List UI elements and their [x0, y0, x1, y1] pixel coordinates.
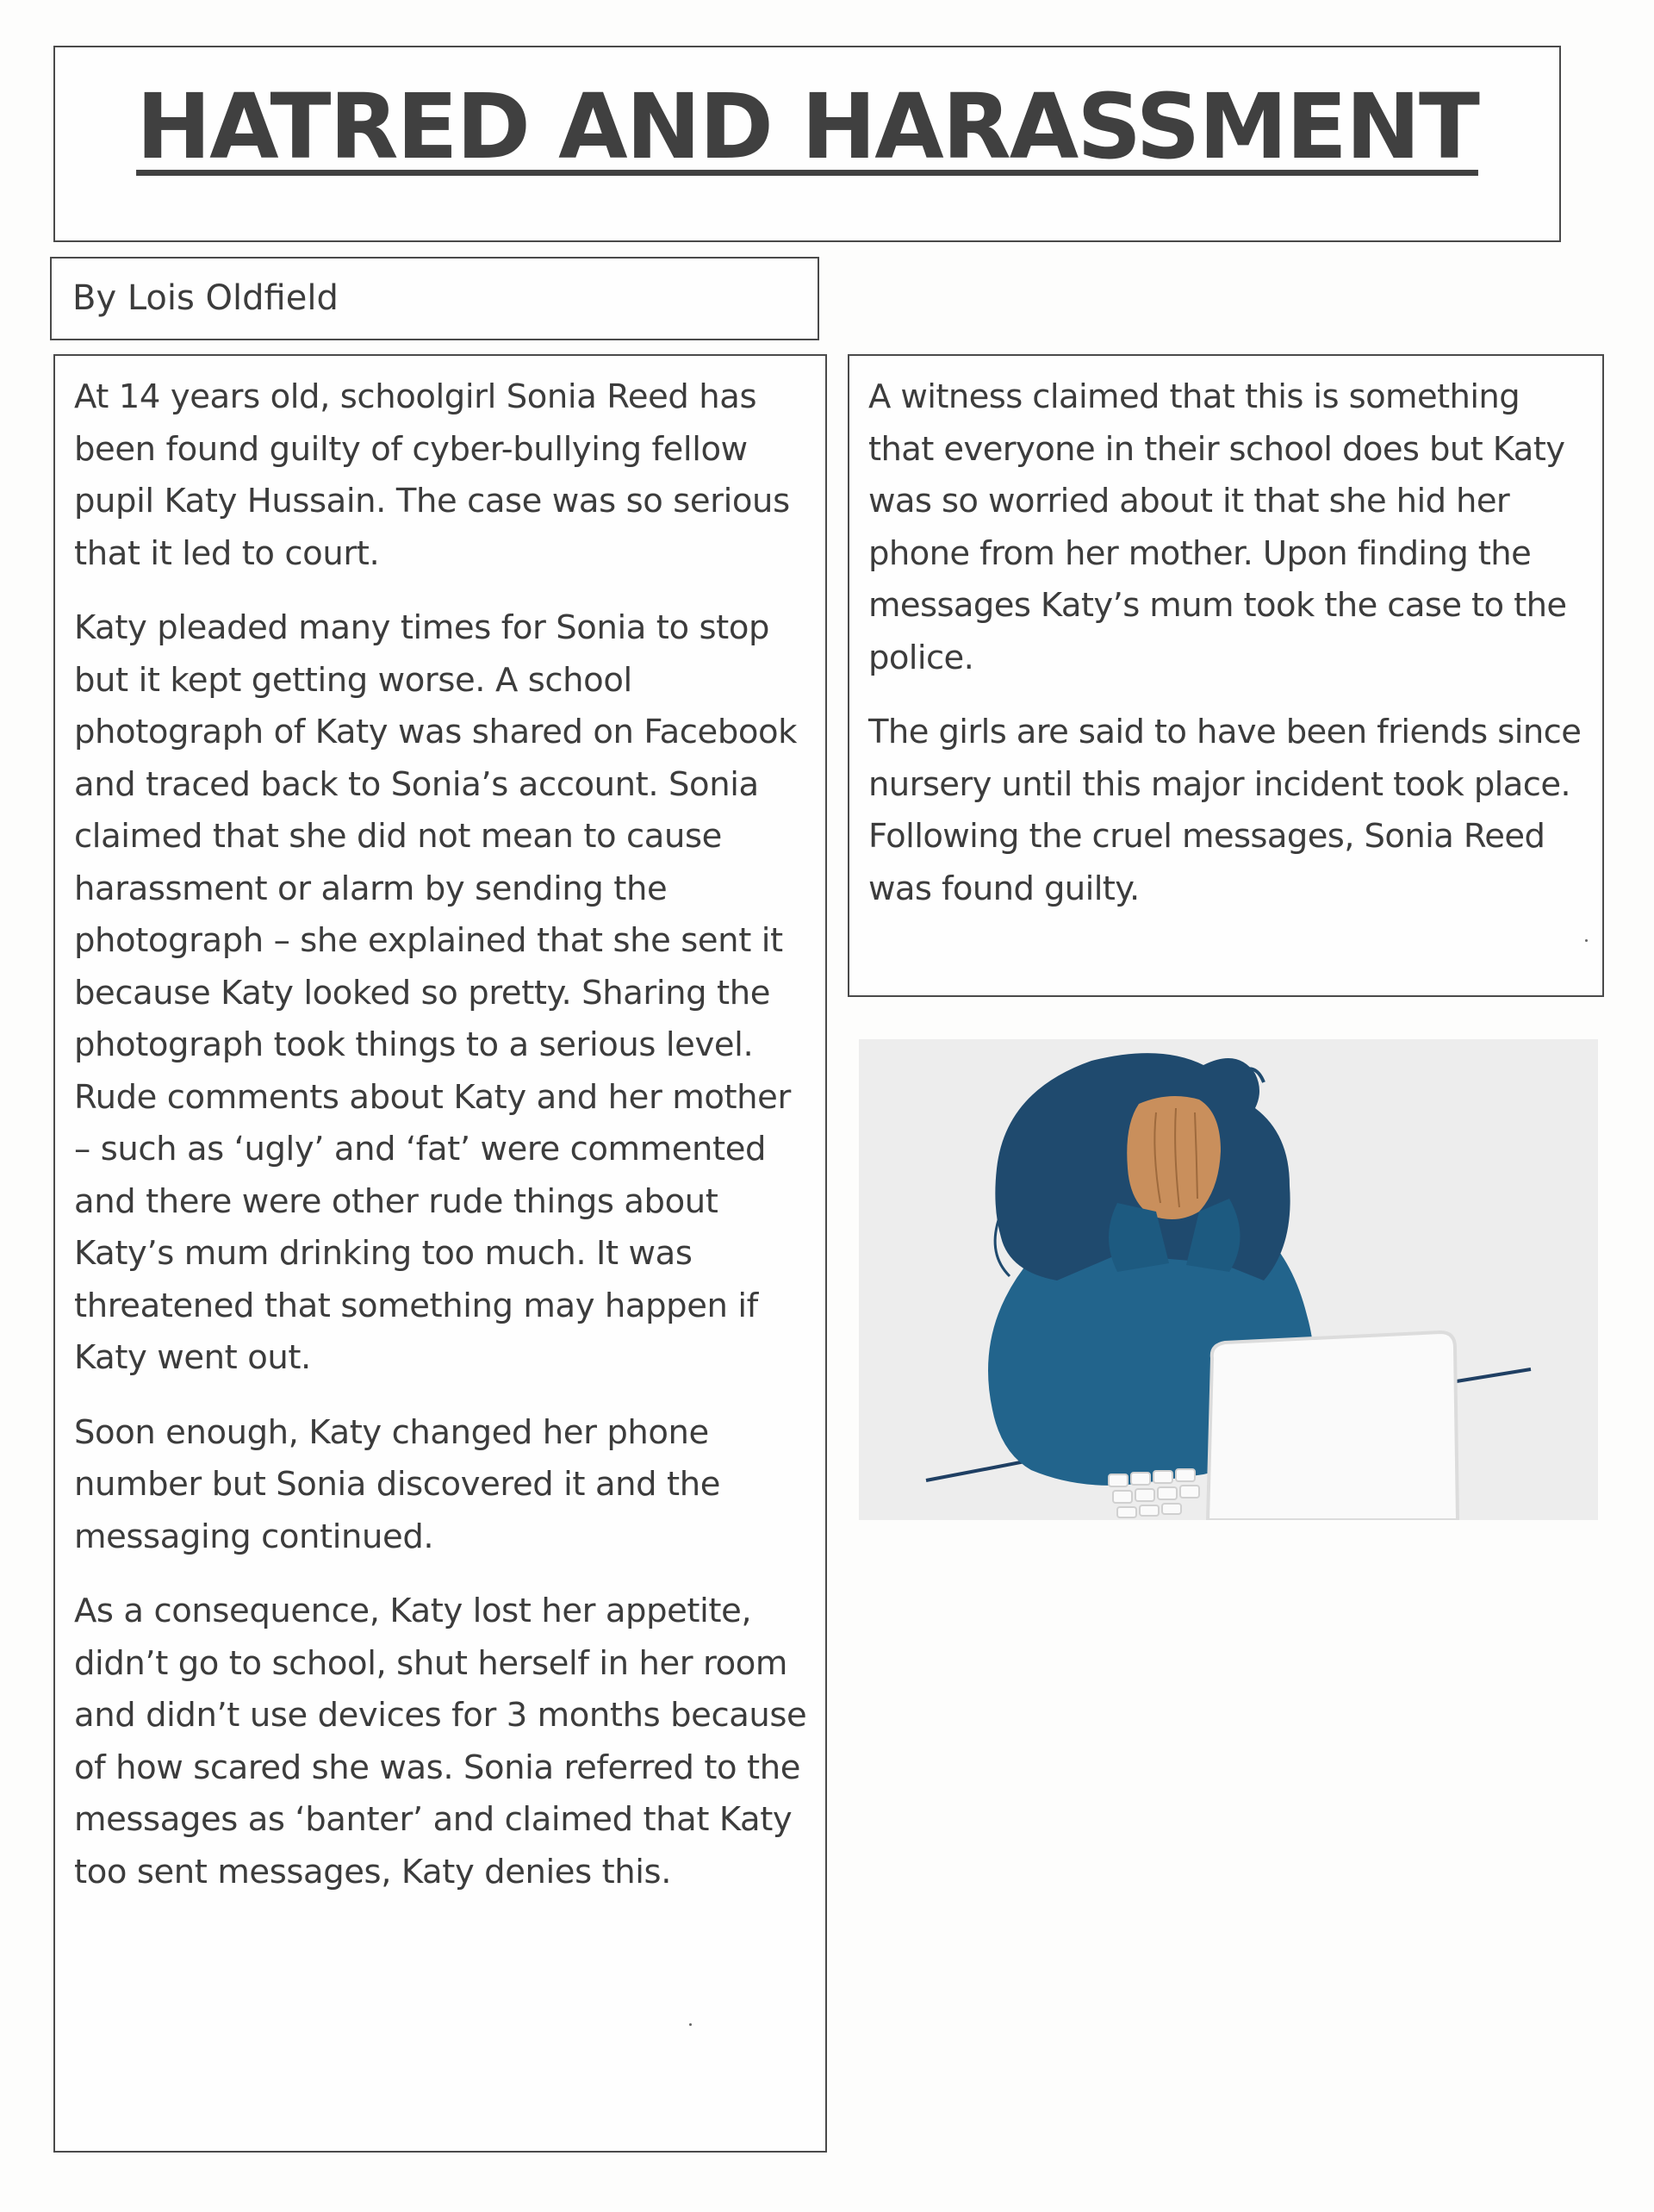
- headline-text: HATRED AND HARASSMENT: [136, 74, 1478, 179]
- paragraph: As a consequence, Katy lost her appetite, didn’t go to school, shut herself in her room and didn’t use devices for 3 months because of how scared she was. Sonia referred to the messages as ‘banter’ and claimed that Katy too sent messages, Katy denies this.: [74, 1592, 807, 1891]
- left-column-text: [74, 371, 810, 1921]
- paragraph: Katy pleaded many times for Sonia to stop but it kept getting worse. A school photograph of Katy was shared on Facebook and traced back to Sonia’s account. Sonia claimed that she did not mean to cause harassment or alarm by sending the photograph – she explained that she sent it because Katy looked so pretty. Sharing the photograph took things to a serious level. Rude comments about Katy and her mother – such as ‘ugly’ and ‘fat’ were commented and there were other rude things about Katy’s mum drinking too much. It was threatened that something may happen if Katy went out.: [74, 608, 798, 1377]
- speck: [1585, 939, 1588, 942]
- article-column-left: [53, 354, 827, 2153]
- paragraph: The girls are said to have been friends since nursery until this major incident took place. Following the cruel messages, Sonia Reed was found guilty.: [868, 713, 1582, 908]
- byline-box: [50, 257, 819, 340]
- laptop-screen: [1208, 1332, 1458, 1520]
- paragraph: Soon enough, Katy changed her phone number but Sonia discovered it and the messaging continued.: [74, 1412, 721, 1556]
- hands-covering-face: [1127, 1096, 1221, 1219]
- right-column-text: [868, 371, 1587, 938]
- distressed-girl-at-laptop-illustration: [859, 1039, 1598, 1520]
- headline: [55, 73, 1559, 181]
- paragraph: A witness claimed that this is something that everyone in their school does but Katy was so worried about it that she hid her phone from her mother. Upon finding the messages Katy’s mum took the case to the police.: [868, 377, 1567, 677]
- article-column-right: [848, 354, 1604, 997]
- paragraph: At 14 years old, schoolgirl Sonia Reed has been found guilty of cyber-bullying fellow pupil Katy Hussain. The case was so serious that it led to court.: [74, 377, 790, 573]
- byline: By Lois Oldfield: [72, 278, 339, 318]
- headline-box: [53, 46, 1561, 242]
- speck: [689, 2023, 692, 2026]
